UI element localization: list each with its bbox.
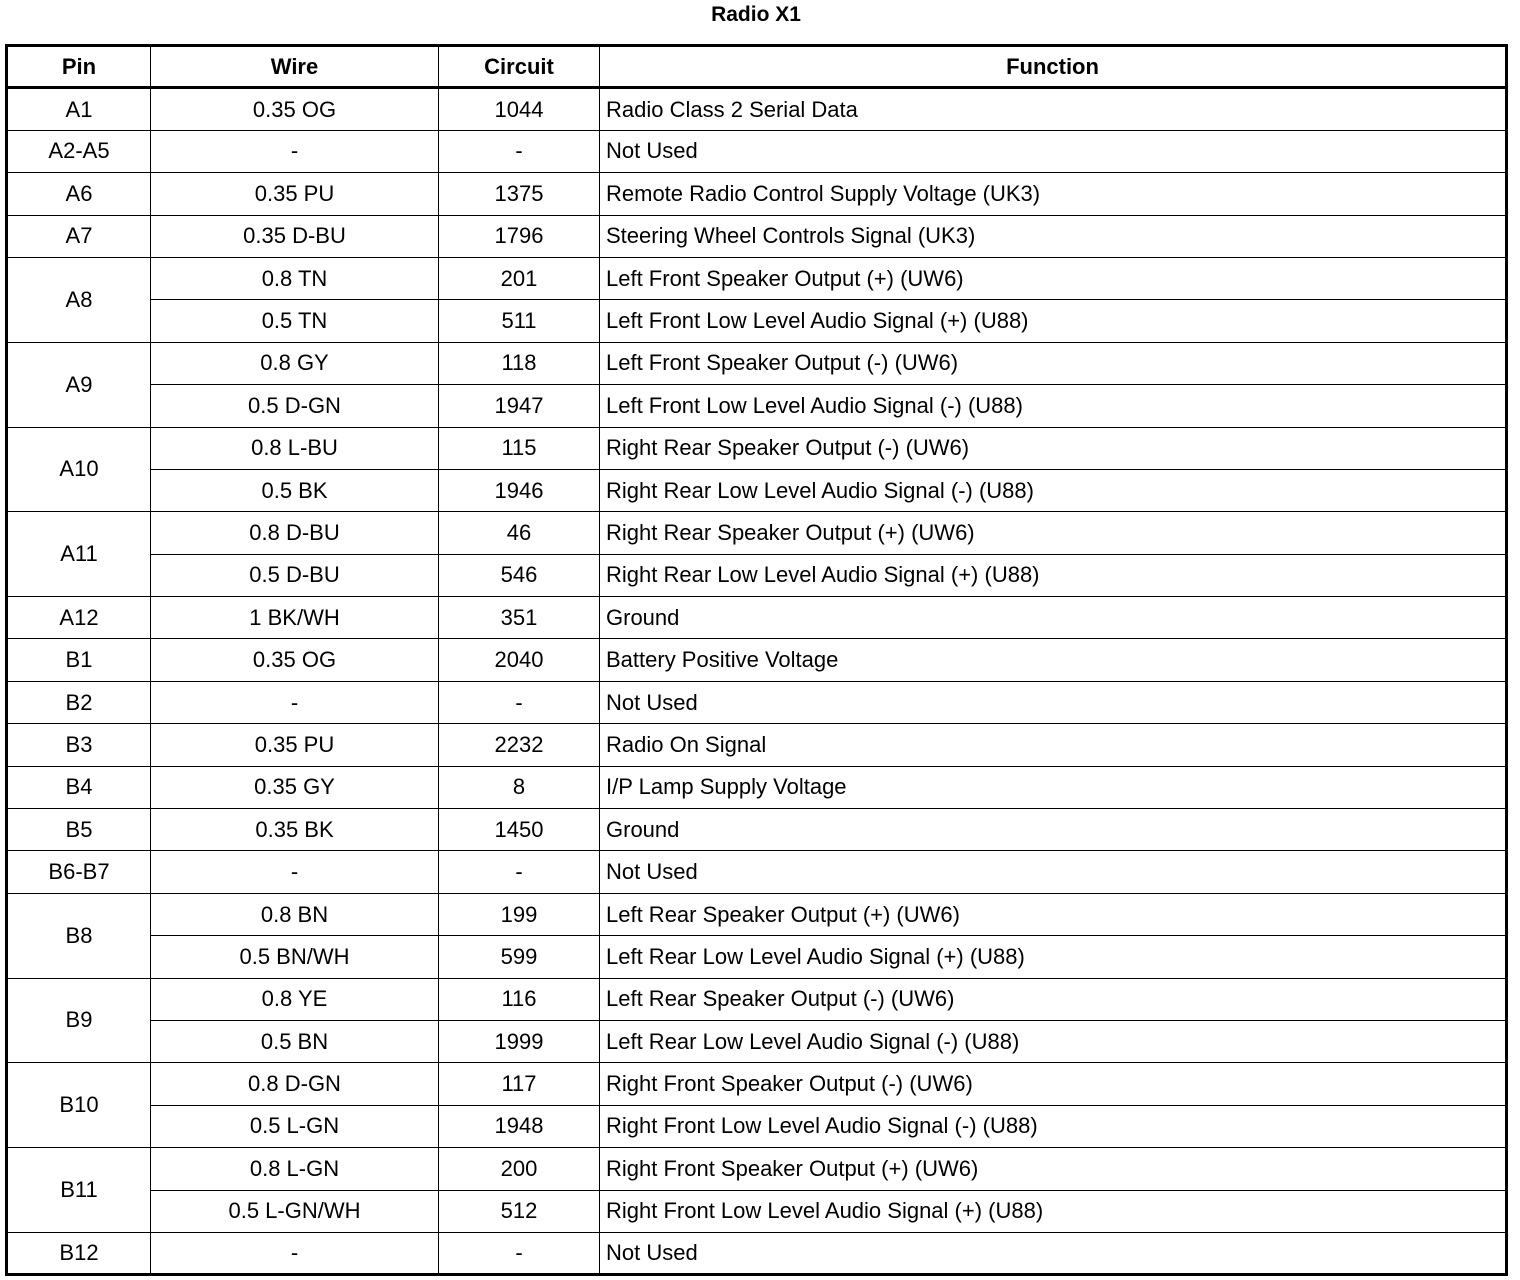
circuit-cell: 1044 — [439, 88, 600, 130]
wire-cell: 0.35 PU — [151, 724, 439, 766]
table-row — [7, 215, 1507, 257]
wire-cell: 0.8 L-BU — [151, 427, 439, 469]
circuit-cell: 1999 — [439, 1020, 600, 1062]
circuit-cell: - — [439, 851, 600, 893]
circuit-cell: 2232 — [439, 724, 600, 766]
wire-cell: 0.35 PU — [151, 173, 439, 215]
wire-cell: 0.5 BN/WH — [151, 936, 439, 978]
column-header-pin: Pin — [7, 46, 151, 88]
wire-cell: - — [151, 851, 439, 893]
circuit-cell: 351 — [439, 597, 600, 639]
pin-cell: A10 — [7, 427, 151, 512]
table-row — [7, 766, 1507, 808]
wire-cell: 0.8 BN — [151, 893, 439, 935]
pin-cell: B6-B7 — [7, 851, 151, 893]
function-cell: Right Front Speaker Output (-) (UW6) — [600, 1063, 1507, 1105]
circuit-cell: - — [439, 681, 600, 723]
circuit-cell: 1450 — [439, 809, 600, 851]
table-row — [7, 597, 1507, 639]
table-header-row — [7, 46, 1507, 88]
wire-cell: 0.5 D-BU — [151, 554, 439, 596]
table-row — [7, 300, 1507, 342]
wire-cell: 0.5 L-GN/WH — [151, 1190, 439, 1232]
table-row — [7, 1148, 1507, 1190]
function-cell: Right Rear Speaker Output (+) (UW6) — [600, 512, 1507, 554]
pin-cell: B8 — [7, 893, 151, 978]
circuit-cell: 512 — [439, 1190, 600, 1232]
table-row — [7, 681, 1507, 723]
table-row — [7, 1063, 1507, 1105]
column-header-wire: Wire — [151, 46, 439, 88]
wire-cell: 0.5 BN — [151, 1020, 439, 1062]
pin-cell: B4 — [7, 766, 151, 808]
table-row — [7, 809, 1507, 851]
function-cell: Radio On Signal — [600, 724, 1507, 766]
function-cell: I/P Lamp Supply Voltage — [600, 766, 1507, 808]
function-cell: Right Rear Low Level Audio Signal (+) (U88) — [600, 554, 1507, 596]
pin-cell: B9 — [7, 978, 151, 1063]
pin-cell: A8 — [7, 257, 151, 342]
function-cell: Left Rear Speaker Output (-) (UW6) — [600, 978, 1507, 1020]
circuit-cell: 116 — [439, 978, 600, 1020]
circuit-cell: 1946 — [439, 469, 600, 511]
table-row — [7, 724, 1507, 766]
function-cell: Left Rear Speaker Output (+) (UW6) — [600, 893, 1507, 935]
function-cell: Not Used — [600, 681, 1507, 723]
pin-cell: A7 — [7, 215, 151, 257]
wire-cell: 0.8 GY — [151, 342, 439, 384]
column-header-function: Function — [600, 46, 1507, 88]
wire-cell: 0.35 D-BU — [151, 215, 439, 257]
table-row — [7, 1105, 1507, 1147]
wire-cell: 0.8 YE — [151, 978, 439, 1020]
table-row — [7, 173, 1507, 215]
table-row — [7, 1232, 1507, 1274]
connector-pinout-table — [5, 44, 1508, 1276]
table-row — [7, 1020, 1507, 1062]
circuit-cell: - — [439, 1232, 600, 1274]
pin-cell: B11 — [7, 1148, 151, 1233]
pin-cell: B12 — [7, 1232, 151, 1274]
wire-cell: 0.35 OG — [151, 639, 439, 681]
circuit-cell: 8 — [439, 766, 600, 808]
table-row — [7, 427, 1507, 469]
circuit-cell: 1796 — [439, 215, 600, 257]
circuit-cell: 1375 — [439, 173, 600, 215]
wire-cell: 0.35 OG — [151, 88, 439, 130]
circuit-cell: 46 — [439, 512, 600, 554]
table-row — [7, 851, 1507, 893]
function-cell: Ground — [600, 597, 1507, 639]
table-row — [7, 130, 1507, 172]
pin-cell: A9 — [7, 342, 151, 427]
wire-cell: 0.5 BK — [151, 469, 439, 511]
table-row — [7, 385, 1507, 427]
table-row — [7, 342, 1507, 384]
function-cell: Ground — [600, 809, 1507, 851]
wire-cell: 0.35 GY — [151, 766, 439, 808]
function-cell: Right Rear Low Level Audio Signal (-) (U88) — [600, 469, 1507, 511]
function-cell: Left Front Low Level Audio Signal (+) (U88) — [600, 300, 1507, 342]
wire-cell: 0.5 L-GN — [151, 1105, 439, 1147]
table-row — [7, 1190, 1507, 1232]
pin-cell: A1 — [7, 88, 151, 130]
circuit-cell: 599 — [439, 936, 600, 978]
function-cell: Radio Class 2 Serial Data — [600, 88, 1507, 130]
function-cell: Not Used — [600, 1232, 1507, 1274]
wire-cell: 0.8 TN — [151, 257, 439, 299]
circuit-cell: 118 — [439, 342, 600, 384]
circuit-cell: 201 — [439, 257, 600, 299]
column-header-circuit: Circuit — [439, 46, 600, 88]
table-row — [7, 936, 1507, 978]
circuit-cell: - — [439, 130, 600, 172]
wire-cell: 0.8 L-GN — [151, 1148, 439, 1190]
wire-cell: 0.8 D-GN — [151, 1063, 439, 1105]
wire-cell: 0.8 D-BU — [151, 512, 439, 554]
pin-cell: B3 — [7, 724, 151, 766]
circuit-cell: 200 — [439, 1148, 600, 1190]
function-cell: Left Rear Low Level Audio Signal (+) (U88) — [600, 936, 1507, 978]
wire-cell: 0.5 D-GN — [151, 385, 439, 427]
pin-cell: A6 — [7, 173, 151, 215]
function-cell: Right Front Speaker Output (+) (UW6) — [600, 1148, 1507, 1190]
wire-cell: - — [151, 1232, 439, 1274]
table-row — [7, 469, 1507, 511]
circuit-cell: 511 — [439, 300, 600, 342]
circuit-cell: 1947 — [439, 385, 600, 427]
wire-cell: - — [151, 681, 439, 723]
table-row — [7, 257, 1507, 299]
function-cell: Left Rear Low Level Audio Signal (-) (U88) — [600, 1020, 1507, 1062]
circuit-cell: 115 — [439, 427, 600, 469]
pin-cell: A12 — [7, 597, 151, 639]
wire-cell: 0.35 BK — [151, 809, 439, 851]
pin-cell: B2 — [7, 681, 151, 723]
function-cell: Right Rear Speaker Output (-) (UW6) — [600, 427, 1507, 469]
table-row — [7, 639, 1507, 681]
table-row — [7, 554, 1507, 596]
page-title: Radio X1 — [711, 3, 801, 26]
pin-cell: B5 — [7, 809, 151, 851]
table-row — [7, 512, 1507, 554]
table-body — [7, 88, 1507, 1275]
table-row — [7, 893, 1507, 935]
function-cell: Battery Positive Voltage — [600, 639, 1507, 681]
function-cell: Steering Wheel Controls Signal (UK3) — [600, 215, 1507, 257]
pin-cell: A2-A5 — [7, 130, 151, 172]
pin-cell: B10 — [7, 1063, 151, 1148]
table-row — [7, 88, 1507, 130]
circuit-cell: 1948 — [439, 1105, 600, 1147]
circuit-cell: 117 — [439, 1063, 600, 1105]
wire-cell: 1 BK/WH — [151, 597, 439, 639]
pin-cell: B1 — [7, 639, 151, 681]
function-cell: Left Front Low Level Audio Signal (-) (U88) — [600, 385, 1507, 427]
function-cell: Left Front Speaker Output (+) (UW6) — [600, 257, 1507, 299]
circuit-cell: 546 — [439, 554, 600, 596]
circuit-cell: 199 — [439, 893, 600, 935]
function-cell: Left Front Speaker Output (-) (UW6) — [600, 342, 1507, 384]
function-cell: Right Front Low Level Audio Signal (+) (U88) — [600, 1190, 1507, 1232]
pin-cell: A11 — [7, 512, 151, 597]
circuit-cell: 2040 — [439, 639, 600, 681]
function-cell: Remote Radio Control Supply Voltage (UK3) — [600, 173, 1507, 215]
function-cell: Not Used — [600, 130, 1507, 172]
function-cell: Right Front Low Level Audio Signal (-) (U88) — [600, 1105, 1507, 1147]
wire-cell: - — [151, 130, 439, 172]
table-row — [7, 978, 1507, 1020]
wire-cell: 0.5 TN — [151, 300, 439, 342]
function-cell: Not Used — [600, 851, 1507, 893]
